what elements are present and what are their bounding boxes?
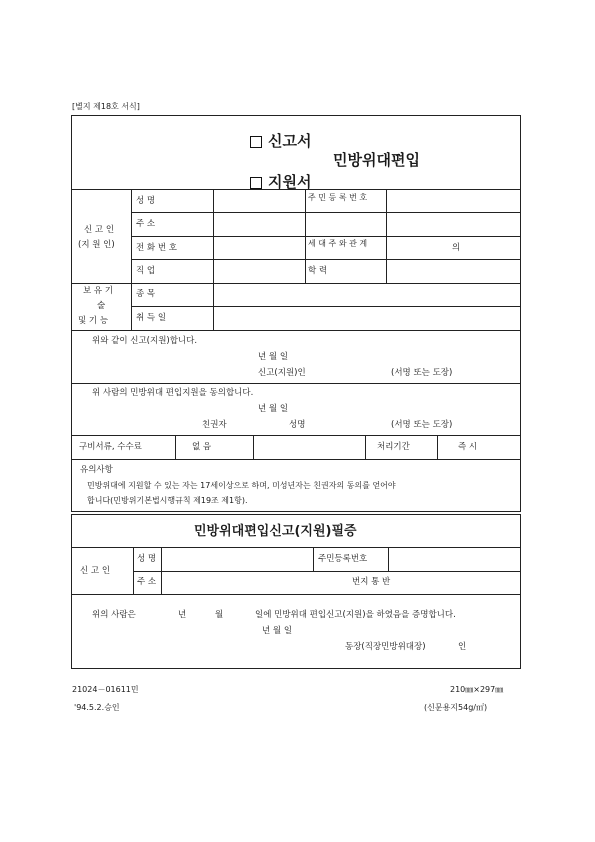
notes-heading: 유의사항 — [80, 465, 113, 475]
job-field[interactable] — [214, 260, 304, 282]
footer-size: 210㎜×297㎜ — [450, 685, 504, 694]
footer-paper: (신문용지54g/㎡) — [424, 703, 488, 712]
certificate-title: 민방위대편입신고(지원)필증 — [194, 524, 357, 539]
education-field[interactable] — [387, 260, 520, 282]
rrn-field[interactable] — [387, 190, 520, 211]
phone-field[interactable] — [214, 237, 304, 258]
skills-label-2: 술 — [97, 301, 106, 311]
applicant-label-1: 신 고 인 — [84, 225, 115, 235]
skill-type-field[interactable] — [214, 284, 520, 305]
certificate-name-field[interactable] — [162, 548, 312, 570]
notes-line-1: 민방위대에 지원할 수 있는 자는 17세이상으로 하며, 미성년자는 친권자의 동의를 얻어야 — [87, 481, 396, 490]
title-application: 지원서 — [268, 173, 312, 191]
certificate-address-label: 주 소 — [137, 577, 157, 587]
fees-value: 없 음 — [192, 442, 212, 452]
name-field[interactable] — [214, 190, 304, 211]
skill-type-label: 종 목 — [136, 289, 156, 299]
footer-approved: '94.5.2.승인 — [74, 703, 120, 712]
cert-statement-c: 월 — [215, 610, 224, 620]
skills-label-3: 및 기 능 — [78, 316, 109, 326]
skills-label-1: 보 유 기 — [83, 286, 114, 296]
period-value: 즉 시 — [458, 442, 478, 452]
job-label: 직 업 — [136, 266, 156, 276]
skill-acquired-field[interactable] — [214, 307, 520, 329]
certificate-rrn-field[interactable] — [389, 548, 520, 570]
guardian-sign-note: (서명 또는 도장) — [391, 420, 453, 430]
guardian-name-label: 성명 — [289, 420, 306, 430]
household-suffix: 의 — [452, 243, 461, 253]
title-report: 신고서 — [268, 132, 312, 150]
guardian-relation: 친권자 — [202, 420, 227, 430]
phone-label: 전 화 번 호 — [136, 243, 177, 253]
declaration-signer: 신고(지원)인 — [258, 368, 306, 378]
certificate-address-fill: 번지 통 반 — [352, 577, 391, 587]
certificate-name-label: 성 명 — [137, 554, 157, 564]
fees-label: 구비서류, 수수료 — [79, 442, 142, 452]
address-field[interactable] — [214, 213, 520, 235]
certificate-date: 년 월 일 — [262, 626, 293, 636]
applicant-label-2: (지 원 인) — [78, 240, 115, 250]
period-label: 처리기간 — [377, 442, 410, 452]
certificate-applicant-label: 신 고 인 — [80, 566, 111, 576]
rrn-label: 주 민 등 록 번 호 — [308, 193, 368, 202]
skill-acquired-label: 취 득 일 — [136, 313, 167, 323]
household-label: 세 대 주 와 관 계 — [308, 239, 368, 248]
application-checkbox[interactable] — [250, 177, 262, 189]
guardian-date: 년 월 일 — [258, 404, 289, 414]
name-label: 성 명 — [136, 196, 156, 206]
certificate-issuer: 동장(직장민방위대장) — [345, 642, 426, 652]
address-label: 주 소 — [136, 219, 156, 229]
guardian-text: 위 사람의 민방위대 편입지원을 동의합니다. — [92, 388, 254, 398]
declaration-sign-note: (서명 또는 도장) — [391, 368, 453, 378]
declaration-text: 위와 같이 신고(지원)합니다. — [92, 336, 198, 346]
cert-statement-a: 위의 사람은 — [92, 610, 136, 620]
cert-statement-d: 일에 민방위대 편입신고(지원)을 하였음을 증명합니다. — [255, 610, 456, 620]
footer-code: 21024－01611민 — [72, 685, 139, 694]
declaration-date: 년 월 일 — [258, 352, 289, 362]
certificate-rrn-label: 주민등록번호 — [318, 554, 368, 564]
title-subject: 민방위대편입 — [333, 151, 420, 169]
cert-statement-b: 년 — [178, 610, 187, 620]
report-checkbox[interactable] — [250, 136, 262, 148]
certificate-seal: 인 — [458, 642, 467, 652]
education-label: 학 력 — [308, 266, 328, 276]
form-code: [별지 제18호 서식] — [72, 102, 140, 111]
notes-line-2: 합니다(민방위기본법시행규칙 제19조 제1항). — [87, 496, 248, 505]
